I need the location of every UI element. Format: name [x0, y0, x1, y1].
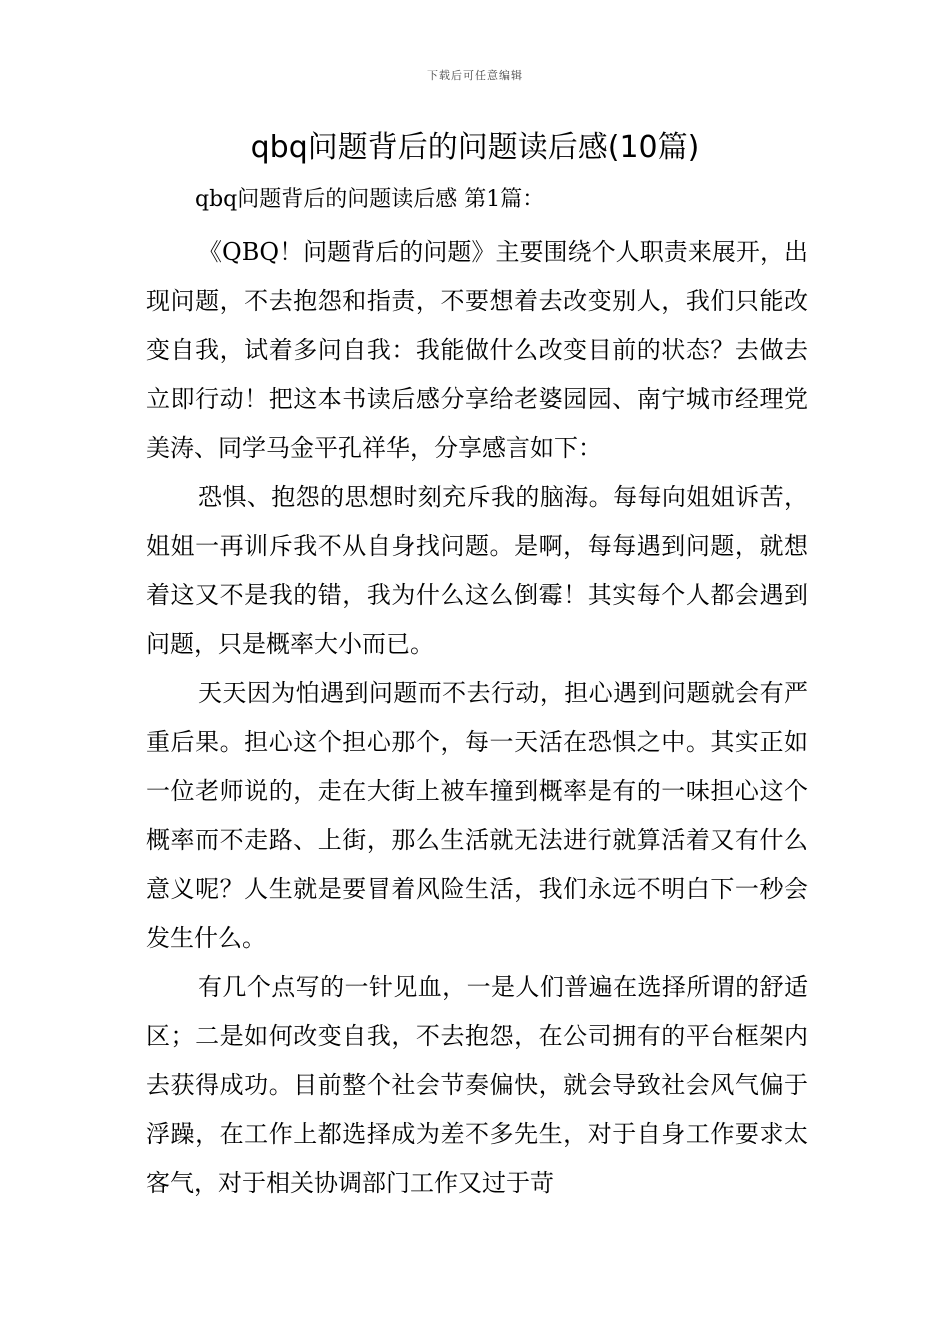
paragraph: 恐惧、抱怨的思想时刻充斥我的脑海。每每向姐姐诉苦，姐姐一再训斥我不从自身找问题。是啊，每每遇到问题，就想着这又不是我的错，我为什么这么倒霉！其实每个人都会遇到问题，只是概率大小而已。	[146, 483, 808, 658]
paragraph: 《QBQ！问题背后的问题》主要围绕个人职责来展开，出现问题，不去抱怨和指责，不要想着去改变别人，我们只能改变自我，试着多问自我：我能做什么改变目前的状态？去做去立即行动！把这本书读后感分享给老婆园园、南宁城市经理党美涛、同学马金平孔祥华，分享感言如下：	[146, 238, 808, 462]
document-body	[146, 228, 808, 1208]
paragraph: 天天因为怕遇到问题而不去行动，担心遇到问题就会有严重后果。担心这个担心那个，每一天活在恐惧之中。其实正如一位老师说的，走在大街上被车撞到概率是有的一味担心这个概率而不走路、上街，那么生活就无法进行就算活着又有什么意义呢？人生就是要冒着风险生活，我们永远不明白下一秒会发生什么。	[146, 679, 808, 952]
header-note: 下载后可任意编辑	[427, 69, 523, 82]
paragraph: 有几个点写的一针见血，一是人们普遍在选择所谓的舒适区；二是如何改变自我，不去抱怨，在公司拥有的平台框架内去获得成功。目前整个社会节奏偏快，就会导致社会风气偏于浮躁，在工作上都选择成为差不多先生，对于自身工作要求太客气，对于相关协调部门工作又过于苛	[146, 973, 808, 1197]
section-subtitle: qbq问题背后的问题读后感 第1篇：	[195, 187, 545, 212]
document-title: qbq问题背后的问题读后感(10篇)	[250, 130, 700, 165]
